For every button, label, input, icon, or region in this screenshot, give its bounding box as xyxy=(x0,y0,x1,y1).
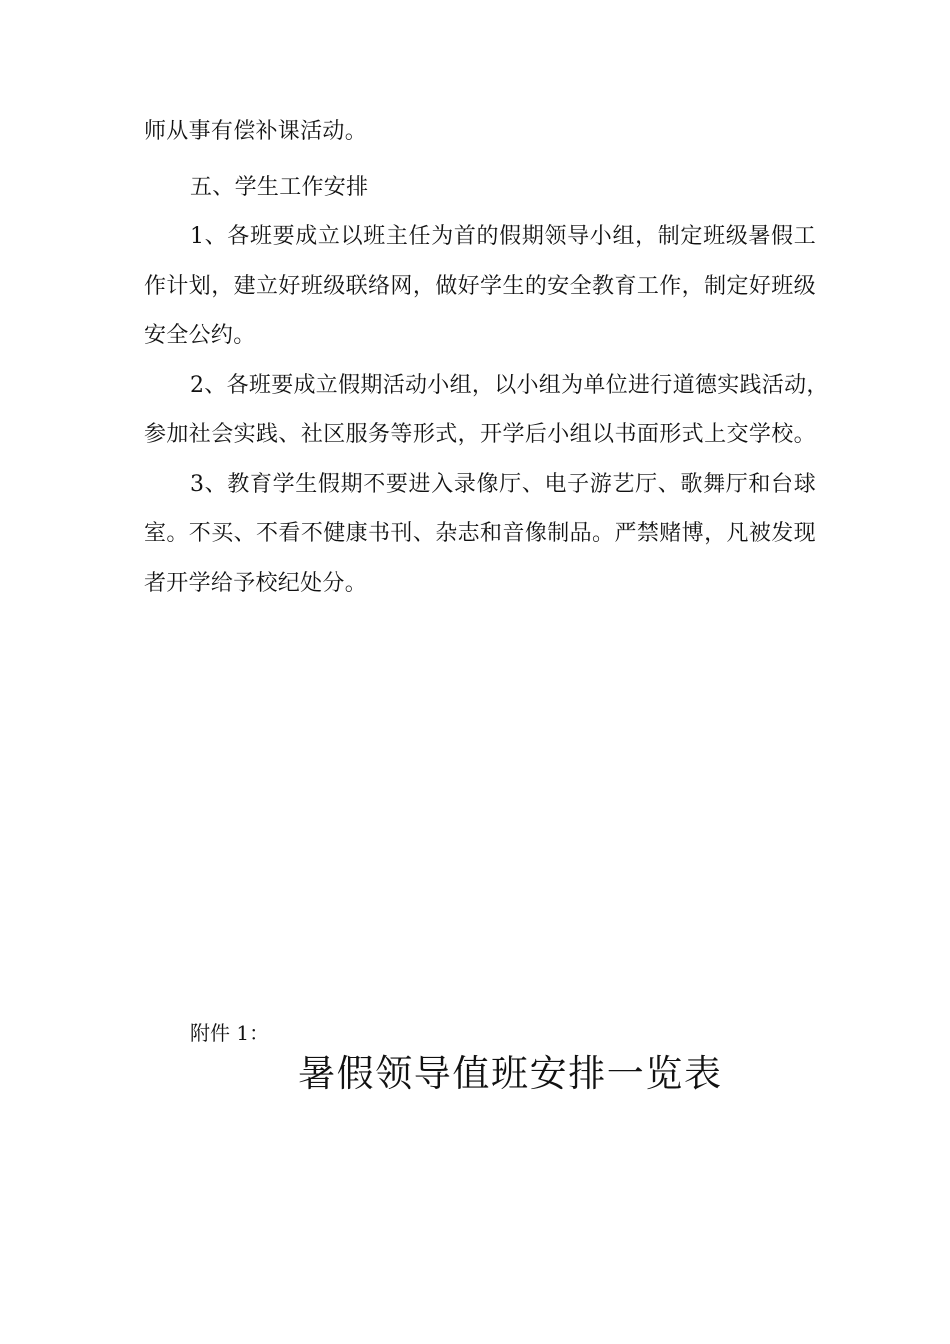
item-1-line-1: 1、各班要成立以班主任为首的假期领导小组，制定班级暑假工 xyxy=(190,224,816,249)
section-heading-student-work: 五、学生工作安排 xyxy=(190,175,369,200)
item-2-line-1: 2、各班要成立假期活动小组，以小组为单位进行道德实践活动， xyxy=(190,373,829,398)
attachment-label: 附件 1： xyxy=(190,1021,270,1045)
item-3-line-2: 室。不买、不看不健康书刊、杂志和音像制品。严禁赌博，凡被发现 xyxy=(144,521,816,546)
attachment-title: 暑假领导值班安排一览表 xyxy=(298,1052,722,1095)
item-1-line-2: 作计划，建立好班级联络网，做好学生的安全教育工作，制定好班级 xyxy=(144,274,816,299)
item-2-line-2: 参加社会实践、社区服务等形式，开学后小组以书面形式上交学校。 xyxy=(144,422,816,447)
paragraph-continuation-line: 师从事有偿补课活动。 xyxy=(144,119,368,144)
item-3-line-1: 3、教育学生假期不要进入录像厅、电子游艺厅、歌舞厅和台球 xyxy=(190,472,816,497)
item-3-line-3: 者开学给予校纪处分。 xyxy=(144,571,368,596)
item-1-line-3: 安全公约。 xyxy=(144,323,256,348)
